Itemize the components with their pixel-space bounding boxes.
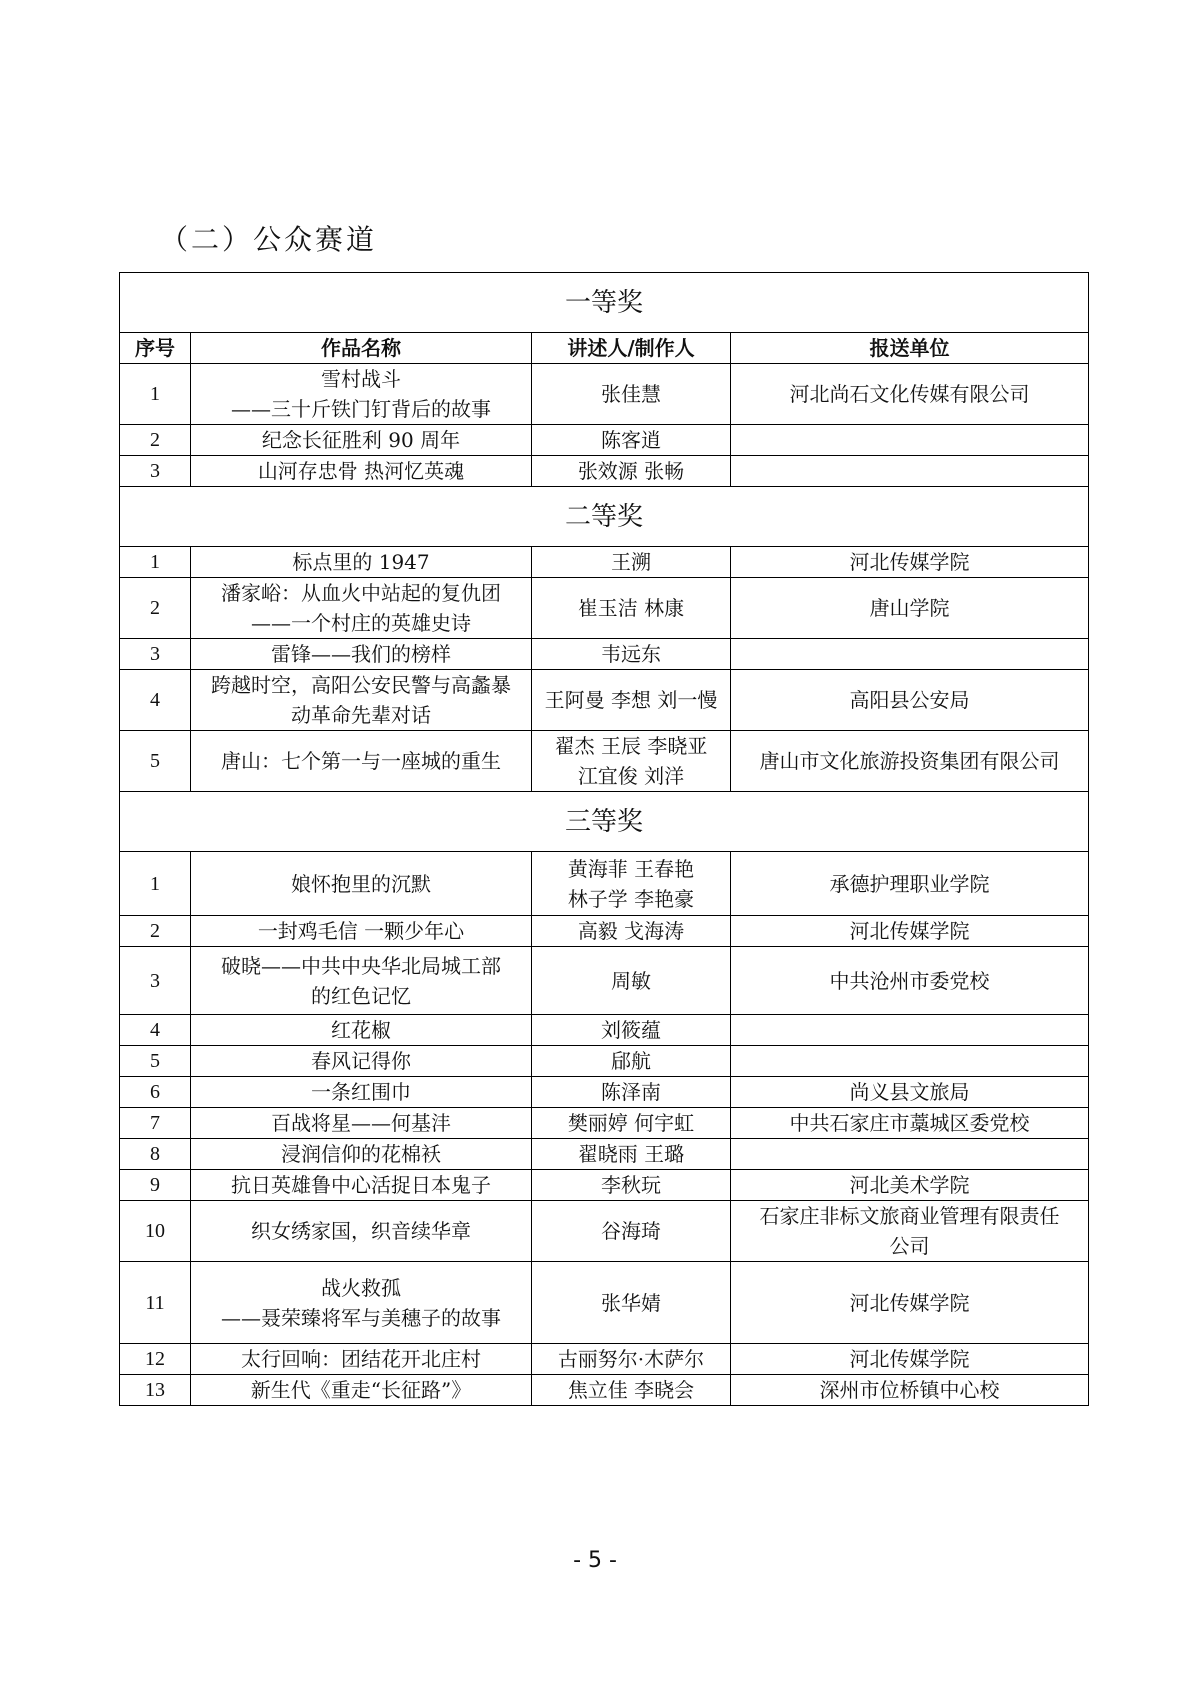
prize-heading: 一等奖 bbox=[120, 273, 1089, 333]
cell-unit bbox=[731, 1344, 1089, 1375]
cell-author bbox=[532, 1077, 731, 1108]
title-line: ——一个村庄的英雄史诗 bbox=[251, 611, 471, 635]
column-header-no: 序号 bbox=[120, 333, 191, 364]
cell-author bbox=[532, 1170, 731, 1201]
cell-author bbox=[532, 364, 731, 425]
author-line: 黄海菲 王春艳 bbox=[567, 856, 695, 881]
cell-author bbox=[532, 1108, 731, 1139]
unit-line: 唐山市文化旅游投资集团有限公司 bbox=[759, 749, 1060, 773]
author-line: 周敏 bbox=[611, 968, 651, 993]
author-line: 焦立佳 李晓会 bbox=[567, 1378, 695, 1402]
row-number: 1 bbox=[120, 547, 191, 578]
cell-unit bbox=[731, 670, 1089, 731]
table-row bbox=[120, 578, 1089, 639]
title-line: 标点里的 1947 bbox=[292, 550, 430, 574]
row-number: 1 bbox=[120, 364, 191, 425]
cell-unit bbox=[731, 1015, 1089, 1046]
cell-title bbox=[191, 547, 532, 578]
cell-title bbox=[191, 1015, 532, 1046]
table-row bbox=[120, 1262, 1089, 1344]
unit-line: 唐山学院 bbox=[869, 596, 950, 620]
cell-unit bbox=[731, 578, 1089, 639]
cell-unit bbox=[731, 547, 1089, 578]
unit-line: 河北尚石文化传媒有限公司 bbox=[789, 382, 1030, 406]
row-number: 1 bbox=[120, 852, 191, 916]
cell-author bbox=[532, 639, 731, 670]
title-line: 织女绣家国，织音续华章 bbox=[251, 1219, 471, 1243]
unit-line: 石家庄非标文旅商业管理有限责任 bbox=[759, 1204, 1060, 1228]
title-line: 一封鸡毛信 一颗少年心 bbox=[257, 919, 465, 943]
table-row bbox=[120, 1344, 1089, 1375]
cell-title bbox=[191, 1139, 532, 1170]
title-line: 破晓——中共中央华北局城工部 bbox=[221, 953, 501, 978]
cell-title bbox=[191, 1262, 532, 1344]
cell-unit bbox=[731, 639, 1089, 670]
cell-unit bbox=[731, 364, 1089, 425]
unit-line: 中共石家庄市藁城区委党校 bbox=[789, 1111, 1030, 1135]
cell-unit bbox=[731, 1375, 1089, 1406]
cell-author bbox=[532, 731, 731, 792]
cell-unit bbox=[731, 1201, 1089, 1262]
cell-unit bbox=[731, 852, 1089, 916]
title-line: 跨越时空，高阳公安民警与高蠡暴 bbox=[211, 673, 511, 697]
row-number: 12 bbox=[120, 1344, 191, 1375]
unit-line: 河北传媒学院 bbox=[849, 1347, 970, 1371]
cell-unit bbox=[731, 1108, 1089, 1139]
cell-title bbox=[191, 1375, 532, 1406]
prize-row bbox=[120, 792, 1089, 852]
table-row bbox=[120, 1170, 1089, 1201]
table-row bbox=[120, 639, 1089, 670]
cell-title bbox=[191, 1170, 532, 1201]
prize-heading: 三等奖 bbox=[120, 792, 1089, 852]
cell-title bbox=[191, 731, 532, 792]
cell-unit bbox=[731, 731, 1089, 792]
unit-line: 中共沧州市委党校 bbox=[829, 968, 990, 993]
title-line: 动革命先辈对话 bbox=[291, 703, 431, 727]
author-line: 林子学 李艳豪 bbox=[567, 886, 695, 911]
cell-unit bbox=[731, 1046, 1089, 1077]
cell-title bbox=[191, 1344, 532, 1375]
cell-title bbox=[191, 1108, 532, 1139]
author-line: 王溯 bbox=[611, 550, 651, 574]
prize-heading: 二等奖 bbox=[120, 487, 1089, 547]
column-header-title: 作品名称 bbox=[191, 333, 532, 364]
author-line: 古丽努尔·木萨尔 bbox=[557, 1347, 705, 1371]
author-line: 樊丽婷 何宇虹 bbox=[567, 1111, 695, 1135]
cell-title bbox=[191, 578, 532, 639]
author-line: 张效源 张畅 bbox=[577, 459, 685, 483]
title-line: 一条红围巾 bbox=[311, 1080, 411, 1104]
unit-line: 河北传媒学院 bbox=[849, 550, 970, 574]
author-line: 韦远东 bbox=[601, 642, 661, 666]
cell-author bbox=[532, 916, 731, 947]
cell-title bbox=[191, 852, 532, 916]
unit-line: 尚义县文旅局 bbox=[849, 1080, 970, 1104]
awards-table bbox=[119, 272, 1089, 1406]
cell-unit bbox=[731, 1139, 1089, 1170]
row-number: 8 bbox=[120, 1139, 191, 1170]
author-line: 江宜俊 刘洋 bbox=[577, 764, 685, 788]
table-row bbox=[120, 1046, 1089, 1077]
cell-author bbox=[532, 1375, 731, 1406]
author-line: 谷海琦 bbox=[601, 1219, 661, 1243]
author-line: 王阿曼 李想 刘一慢 bbox=[544, 688, 718, 712]
row-number: 2 bbox=[120, 425, 191, 456]
section-title: （二）公众赛道 bbox=[160, 223, 378, 256]
title-line: 战火救孤 bbox=[321, 1275, 401, 1300]
unit-line: 深州市位桥镇中心校 bbox=[819, 1378, 1000, 1402]
table-row bbox=[120, 1139, 1089, 1170]
table-row bbox=[120, 947, 1089, 1015]
title-line: 雪村战斗 bbox=[321, 367, 401, 391]
title-line: 潘家峪：从血火中站起的复仇团 bbox=[221, 581, 501, 605]
author-line: 陈客逍 bbox=[601, 428, 661, 452]
cell-title bbox=[191, 1046, 532, 1077]
author-line: 李秋玩 bbox=[601, 1173, 661, 1197]
unit-line: 河北传媒学院 bbox=[849, 919, 970, 943]
author-line: 翟晓雨 王璐 bbox=[577, 1142, 685, 1166]
column-header-author: 讲述人/制作人 bbox=[532, 333, 731, 364]
author-line: 高毅 戈海涛 bbox=[577, 919, 685, 943]
table-row bbox=[120, 852, 1089, 916]
row-number: 2 bbox=[120, 578, 191, 639]
row-number: 4 bbox=[120, 1015, 191, 1046]
cell-title bbox=[191, 947, 532, 1015]
row-number: 10 bbox=[120, 1201, 191, 1262]
cell-author bbox=[532, 1344, 731, 1375]
cell-unit bbox=[731, 456, 1089, 487]
cell-unit bbox=[731, 916, 1089, 947]
row-number: 5 bbox=[120, 731, 191, 792]
table-row bbox=[120, 364, 1089, 425]
author-line: 翟杰 王辰 李晓亚 bbox=[554, 734, 708, 758]
cell-author bbox=[532, 670, 731, 731]
title-line: 百战将星——何基沣 bbox=[271, 1111, 451, 1135]
cell-title bbox=[191, 425, 532, 456]
row-number: 3 bbox=[120, 947, 191, 1015]
cell-unit bbox=[731, 1262, 1089, 1344]
cell-title bbox=[191, 670, 532, 731]
table-row bbox=[120, 1201, 1089, 1262]
author-line: 郈航 bbox=[611, 1049, 651, 1073]
title-line: 雷锋——我们的榜样 bbox=[271, 642, 451, 666]
row-number: 5 bbox=[120, 1046, 191, 1077]
row-number: 11 bbox=[120, 1262, 191, 1344]
row-number: 6 bbox=[120, 1077, 191, 1108]
row-number: 7 bbox=[120, 1108, 191, 1139]
title-line: 唐山：七个第一与一座城的重生 bbox=[221, 749, 501, 773]
cell-title bbox=[191, 1077, 532, 1108]
title-line: 新生代《重走“长征路”》 bbox=[250, 1378, 472, 1402]
table-row bbox=[120, 1108, 1089, 1139]
title-line: 浸润信仰的花棉袄 bbox=[281, 1142, 441, 1166]
title-line: 红花椒 bbox=[331, 1018, 391, 1042]
cell-author bbox=[532, 578, 731, 639]
table-row bbox=[120, 425, 1089, 456]
table-row bbox=[120, 547, 1089, 578]
title-line: 山河存忠骨 热河忆英魂 bbox=[257, 459, 465, 483]
cell-unit bbox=[731, 947, 1089, 1015]
awards-table-body bbox=[120, 273, 1089, 1406]
table-row bbox=[120, 456, 1089, 487]
cell-author bbox=[532, 1262, 731, 1344]
row-number: 3 bbox=[120, 639, 191, 670]
cell-author bbox=[532, 425, 731, 456]
title-line: 春风记得你 bbox=[311, 1049, 411, 1073]
cell-title bbox=[191, 456, 532, 487]
row-number: 9 bbox=[120, 1170, 191, 1201]
author-line: 张华婧 bbox=[601, 1290, 661, 1315]
title-line: ——三十斤铁门钉背后的故事 bbox=[231, 397, 491, 421]
title-line: 抗日英雄鲁中心活捉日本鬼子 bbox=[231, 1173, 491, 1197]
cell-author bbox=[532, 1015, 731, 1046]
table-row bbox=[120, 1015, 1089, 1046]
cell-author bbox=[532, 1139, 731, 1170]
cell-author bbox=[532, 947, 731, 1015]
author-line: 崔玉洁 林康 bbox=[577, 596, 685, 620]
table-row bbox=[120, 670, 1089, 731]
cell-title bbox=[191, 916, 532, 947]
unit-line: 公司 bbox=[889, 1234, 930, 1258]
row-number: 13 bbox=[120, 1375, 191, 1406]
row-number: 2 bbox=[120, 916, 191, 947]
table-row bbox=[120, 916, 1089, 947]
author-line: 刘筱蕴 bbox=[601, 1018, 661, 1042]
table-row bbox=[120, 1375, 1089, 1406]
table-row bbox=[120, 1077, 1089, 1108]
header-row bbox=[120, 333, 1089, 364]
cell-author bbox=[532, 456, 731, 487]
page-number: - 5 - bbox=[573, 1548, 617, 1573]
cell-title bbox=[191, 1201, 532, 1262]
title-line: 娘怀抱里的沉默 bbox=[291, 871, 431, 896]
author-line: 陈泽南 bbox=[601, 1080, 661, 1104]
cell-author bbox=[532, 852, 731, 916]
cell-title bbox=[191, 364, 532, 425]
title-line: ——聂荣臻将军与美穗子的故事 bbox=[221, 1305, 501, 1330]
cell-unit bbox=[731, 425, 1089, 456]
unit-line: 高阳县公安局 bbox=[849, 688, 970, 712]
cell-author bbox=[532, 1201, 731, 1262]
row-number: 3 bbox=[120, 456, 191, 487]
cell-author bbox=[532, 547, 731, 578]
column-header-unit: 报送单位 bbox=[731, 333, 1089, 364]
unit-line: 河北美术学院 bbox=[849, 1173, 970, 1197]
title-line: 纪念长征胜利 90 周年 bbox=[261, 428, 461, 452]
cell-unit bbox=[731, 1170, 1089, 1201]
table-row bbox=[120, 731, 1089, 792]
cell-unit bbox=[731, 1077, 1089, 1108]
author-line: 张佳慧 bbox=[601, 382, 661, 406]
prize-row bbox=[120, 487, 1089, 547]
cell-title bbox=[191, 639, 532, 670]
title-line: 的红色记忆 bbox=[311, 983, 411, 1008]
prize-row bbox=[120, 273, 1089, 333]
unit-line: 承德护理职业学院 bbox=[829, 871, 990, 896]
cell-author bbox=[532, 1046, 731, 1077]
unit-line: 河北传媒学院 bbox=[849, 1290, 970, 1315]
row-number: 4 bbox=[120, 670, 191, 731]
title-line: 太行回响：团结花开北庄村 bbox=[241, 1347, 481, 1371]
